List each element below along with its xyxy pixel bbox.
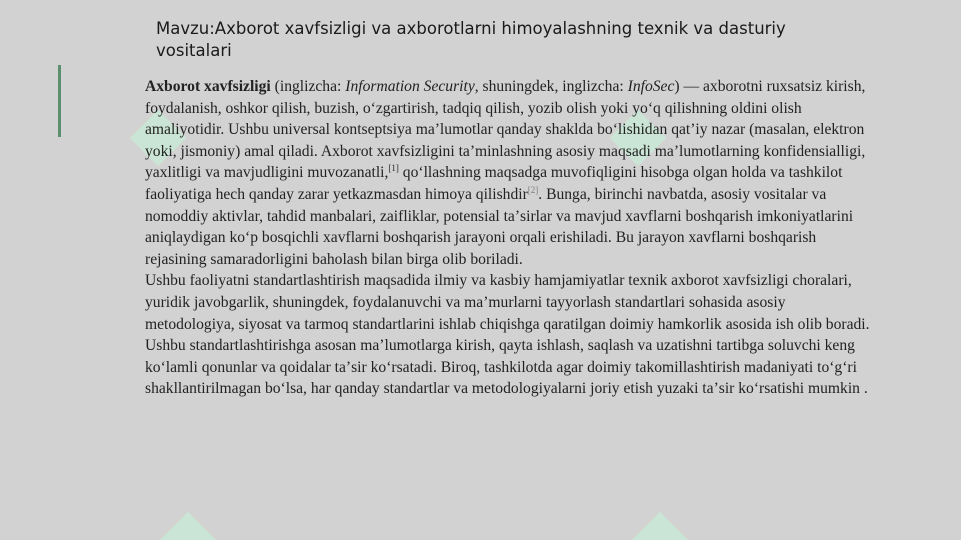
body-text bbox=[145, 76, 875, 400]
abbreviation: InfoSec bbox=[627, 78, 675, 95]
text-run: qoʻllashning maqsadga muvofiqligini hisobga olgan holda va tashkilot faoliyatiga hech qanday zarar yetkazmasdan himoya qilishdir bbox=[145, 164, 843, 203]
text-run: ) — axborotni ruxsatsiz kirish, foydalanish, oshkor qilish, buzish, oʻzgartirish, tadqiq qilish, yozib olish yoki yoʻq qilishning oldini olish amaliyotidir. Ushbu universal kontseptsiya maʼlumotlar qanday shaklda boʻlishidan qatʼiy nazar (masalan, elektron yoki, jismoniy) amal qiladi. Axborot xavfsizligini taʼminlashning asosiy maqsadi maʼlumotlarning konfidensialligi, yaxlitligi va mavjudligini muvozanatli, bbox=[145, 78, 866, 182]
accent-line bbox=[58, 65, 61, 137]
paragraph-1 bbox=[145, 76, 875, 270]
reference-1[interactable]: [1] bbox=[388, 163, 399, 174]
text-run: , shuningdek, inglizcha: bbox=[474, 78, 628, 95]
english-term: Information Security bbox=[345, 78, 475, 95]
text-run: . Bunga, birinchi navbatda, asosiy vositalar va nomoddiy aktivlar, tahdid manbalari, zaifliklar, potensial taʼsirlar va mavjud xavflarni boshqarish imkoniyatlarini aniqlaydigan koʻp bosqichli xavflarni boshqarish jarayoni orqali erishiladi. Bu jarayon xavflarni boshqarish rejasining samaradorligini baholash bilan birga olib boriladi. bbox=[145, 185, 854, 268]
watermark-diamond-3 bbox=[160, 512, 217, 540]
term-bold: Axborot xavfsizligi bbox=[145, 78, 271, 95]
reference-2[interactable]: [2] bbox=[527, 184, 539, 195]
text-run: (inglizcha: bbox=[270, 78, 346, 95]
watermark-diamond-4 bbox=[632, 512, 689, 540]
slide-title: Mavzu:Axborot xavfsizligi va axborotlarni himoyalashning texnik va dasturiy vositalari bbox=[156, 19, 786, 60]
paragraph-2: Ushbu faoliyatni standartlashtirish maqsadida ilmiy va kasbiy hamjamiyatlar texnik axborot xavfsizligi choralari, yuridik javobgarlik, shuningdek, foydalanuvchi va maʼmurlarni tayyorlash standartlari sohasida asosiy metodologiya, siyosat va tarmoq standartlarini ishlab chiqishga qaratilgan doimiy hamkorlik asosida ish olib boradi. Ushbu standartlashtirishga asosan maʼlumotlarga kirish, qayta ishlash, saqlash va uzatishni tartibga soluvchi keng koʻlamli qonunlar va qoidalar taʼsir koʻrsatadi. Biroq, tashkilotda agar doimiy takomillashtirish madaniyati toʻgʻri shakllantirilmagan boʻlsa, har qanday standartlar va metodologiyalarni joriy etish yuzaki taʼsir koʻrsatishi mumkin . bbox=[145, 272, 870, 398]
